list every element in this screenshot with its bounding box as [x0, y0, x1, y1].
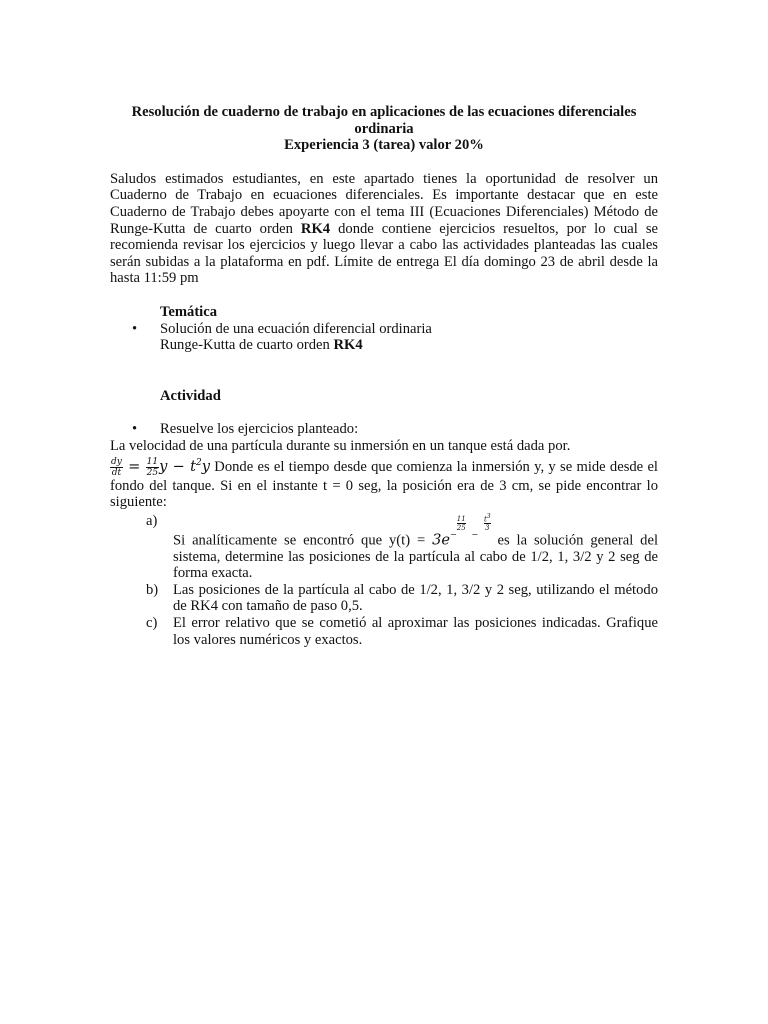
- document-title: [110, 104, 658, 154]
- tematica-rk4: RK4: [333, 337, 363, 354]
- solution-exponent: − 11 25 − t3 3: [450, 512, 491, 540]
- dy-dt-fraction: $\frac{dy}{dt}$: [111, 456, 122, 478]
- solution-exp-frac-1: $\frac{11}{25}$: [456, 515, 466, 533]
- eq-equals: =: [122, 457, 146, 475]
- question-c: [110, 615, 658, 648]
- equation-and-text: [110, 457, 658, 511]
- intro-paragraph: [110, 171, 658, 287]
- question-a: [110, 513, 658, 582]
- title-line-3: Experiencia 3 (tarea) valor 20%: [284, 137, 484, 154]
- eq-y: y: [201, 457, 210, 475]
- title-line-1: Resolución de cuaderno de trabajo en aplicaciones de las ecuaciones diferenciales: [131, 104, 637, 120]
- question-b-marker: b): [146, 581, 159, 598]
- bullet-icon: •: [132, 320, 138, 337]
- actividad-heading: Actividad: [160, 387, 221, 404]
- question-a-pre: Si analíticamente se encontró que y(t) =: [173, 532, 433, 549]
- question-a-post: es la solución general del sistema, determine las posiciones de la partícula al cabo de 1/2, 1, 3/2 y 2 seg de forma exacta.: [173, 532, 658, 582]
- title-line-2: ordinaria: [354, 120, 414, 137]
- problem-statement: [110, 438, 658, 511]
- statement-line-2: Donde es el tiempo desde que comienza la inmersión y, y se mide desde el fondo del tanque. Si en el instante t = 0 seg, la posición era de 3 cm, se pide encontrar lo siguiente:: [110, 458, 658, 511]
- actividad-bullet-text: Resuelve los ejercicios planteado:: [160, 421, 359, 438]
- tematica-item: [110, 321, 658, 354]
- statement-line-1: La velocidad de una partícula durante su inmersión en un tanque está dada por.: [110, 437, 571, 454]
- intro-text-1: Saludos estimados estudiantes, en este apartado tienes la oportunidad de resolver un Cuaderno de Trabajo en ecuaciones diferenciales. Es importante destacar que en este Cuaderno de Trabajo debes apoyarte con el tema III (Ecuaciones Diferenciales) Método de Runge-Kutta de cuarto orden: [110, 170, 658, 237]
- solution-base: 3e: [432, 531, 451, 549]
- intro-rk4: RK4: [300, 220, 331, 237]
- question-c-text: El error relativo que se cometió al aproximar las posiciones indicadas. Grafique los valores numéricos y exactos.: [173, 614, 658, 648]
- eq-rest: y − t: [159, 457, 197, 475]
- tematica-line-1: Solución de una ecuación diferencial ordinaria: [160, 320, 432, 337]
- tematica-heading: Temática: [160, 303, 218, 320]
- bullet-icon: •: [132, 421, 138, 438]
- document-body: [110, 104, 658, 648]
- actividad-item: [110, 421, 658, 438]
- question-b: [110, 582, 658, 615]
- eq-exponent: 2: [196, 457, 202, 468]
- tematica-line-2-text: Runge-Kutta de cuarto orden: [160, 337, 334, 354]
- tematica-line-2: [160, 337, 658, 354]
- question-list: [110, 513, 658, 648]
- question-a-marker: a): [146, 512, 158, 529]
- question-b-text: Las posiciones de la partícula al cabo de 1/2, 1, 3/2 y 2 seg, utilizando el método de RK4 con tamaño de paso 0,5.: [173, 581, 658, 615]
- intro-text-2: donde contiene ejercicios resueltos, por lo cual se recomienda revisar los ejercicios y luego llevar a cabo las actividades planteadas las cuales serán subidas a la plataforma en pdf. Límite de entrega El día domingo 23 de abril desde la hasta 11:59 pm: [110, 220, 658, 287]
- question-c-marker: c): [146, 614, 158, 631]
- solution-exp-frac-2: $\frac{t^3}{3}$: [483, 512, 491, 533]
- eq-coefficient: $\frac{11}{25}$: [146, 456, 159, 478]
